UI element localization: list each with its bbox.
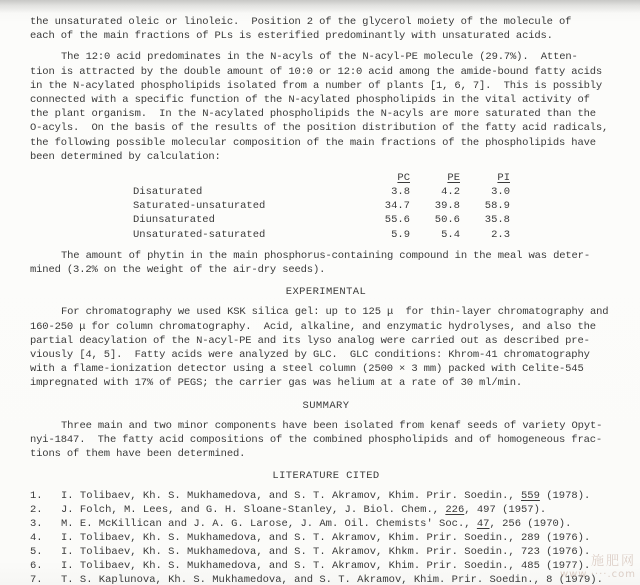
reference-text: J. Folch, M. Lees, and G. H. Sloane-Stanley, J. Biol. Chem., 226, 497 (1957). (61, 504, 547, 517)
text-line: viously [4, 5]. Fatty acids were analyzed by GLC. GLC conditions: Khrom-41 chromatography (30, 348, 590, 361)
references-list (30, 489, 622, 585)
watermark-text: 施肥网 (590, 554, 636, 569)
table-cell: 2.3 (491, 228, 510, 241)
table-cell: 39.8 (434, 200, 460, 213)
table-row-label: Saturated-unsaturated (133, 200, 266, 213)
text-line: Three main and two minor components have been isolated from kenaf seeds of variety Opyt- (61, 419, 603, 432)
reference-item (30, 503, 622, 517)
reference-item (30, 545, 622, 559)
reference-number: 2. (30, 504, 43, 517)
reference-item (30, 573, 622, 585)
text-line: The 12:0 acid predominates in the N-acyls of the N-acyl-PE molecule (29.7%). Atten- (61, 51, 578, 64)
text-line: each of the main fractions of PLs is esterified predominantly with unsaturated acids. (30, 30, 553, 43)
table-row (133, 213, 622, 227)
reference-item (30, 531, 622, 545)
text-line: in the N-acylated phospholipids isolated from a number of plants [1, 6, 7]. This is possibly (30, 79, 603, 92)
reference-number: 6. (30, 560, 43, 573)
table-cell: 50.6 (434, 214, 460, 227)
paragraph-chromatography (30, 305, 622, 390)
table-row-label: Disaturated (133, 186, 203, 199)
table-row (133, 199, 622, 213)
table-cell: 34.7 (384, 200, 410, 213)
reference-text: M. E. McKillican and J. A. G. Larose, J. Am. Oil. Chemists' Soc., 47, 256 (1970). (61, 518, 572, 531)
text-line: nyi-1847. The fatty acid compositions of the combined phospholipids and of homogeneous frac- (30, 433, 603, 446)
text-line: 160-250 μ for column chromatography. Acid, alkaline, and enzymatic hydrolyses, and also the (30, 320, 596, 333)
watermark-url: www.····.com (559, 569, 636, 580)
table-header-row (133, 171, 622, 185)
phospholipid-composition-table (133, 171, 622, 242)
text-line: partial deacylation of the N-acyl-PE and its lyso analog were carried out as described pre- (30, 334, 590, 347)
table-cell: 35.8 (484, 214, 510, 227)
reference-number: 1. (30, 490, 43, 503)
table-column-header: PE (447, 171, 460, 184)
reference-item (30, 517, 622, 531)
reference-number: 4. (30, 532, 43, 545)
paragraph-summary (30, 419, 622, 462)
text-line: mined (3.2% on the weight of the air-dry seeds). (30, 264, 326, 276)
text-line: the unsaturated oleic or linoleic. Position 2 of the glycerol moiety of the molecule of (30, 16, 572, 28)
table-cell: 4.2 (441, 186, 460, 199)
heading-literature-cited: LITERATURE CITED (272, 470, 380, 483)
text-line: the plant organism. In the N-acylated phospholipids the N-acyls are more saturated than the (30, 108, 596, 121)
text-line: been determined by calculation: (30, 150, 221, 163)
table-column-header: PI (497, 171, 510, 184)
table-cell: 5.9 (391, 228, 410, 241)
reference-number: 5. (30, 546, 43, 559)
text-line: tion is attracted by the double amount of 10:0 or 12:0 acid among the amide-bound fatty acids (30, 65, 603, 78)
reference-item (30, 489, 622, 503)
reference-text: I. Tolibaev, Kh. S. Mukhamedova, and S. T. Akramov, Khim. Prir. Soedin., 485 (1977). (61, 560, 591, 573)
table-cell: 3.8 (391, 186, 410, 199)
reference-item (30, 559, 622, 573)
text-line: with a flame-ionization detector using a steel column (2500 × 3 mm) packed with Celite-545 (30, 363, 584, 376)
table-column-header: PC (397, 171, 410, 184)
text-line: The amount of phytin in the main phosphorus-containing compound in the meal was deter- (61, 249, 590, 262)
table-cell: 5.4 (441, 228, 460, 241)
table-row-label: Diunsaturated (133, 214, 215, 227)
reference-number: 3. (30, 518, 43, 531)
heading-summary: SUMMARY (302, 399, 350, 412)
reference-text: I. Tolibaev, Kh. S. Mukhamedova, and S. T. Akramov, Khim. Prir. Soedin., 289 (1976). (61, 532, 591, 545)
document-content (30, 15, 622, 585)
table-row-label: Unsaturated-saturated (133, 228, 266, 241)
text-line: For chromatography we used KSK silica gel: up to 125 μ for thin-layer chromatography and (61, 306, 609, 319)
reference-text: I. Tolibaev, Kh. S. Mukhamedova, and S. T. Akramov, Khim. Prir. Soedin., 559 (1978). (61, 490, 591, 503)
table-row (133, 228, 622, 242)
reference-number: 7. (30, 574, 43, 585)
table-cell: 58.9 (484, 200, 510, 213)
reference-text: I. Tolibaev, Kh. S. Mukhamedova, and S. T. Akramov, Khkm. Prir. Soedin., 723 (1976). (61, 546, 591, 559)
scan-edge-shadow (0, 0, 640, 13)
table-cell: 3.0 (491, 186, 510, 199)
text-line: tions of them have been determined. (30, 448, 246, 461)
text-line: O-acyls. On the basis of the results of the position distribution of the fatty acid radicals, (30, 122, 609, 135)
text-line: the following possible molecular composition of the main fractions of the phospholipids have (30, 136, 596, 149)
text-line: connected with a specific function of the N-acylated phospholipids in the vital activity of (30, 93, 590, 106)
table-row (133, 185, 622, 199)
heading-experimental: EXPERIMENTAL (285, 286, 367, 299)
table-cell: 55.6 (384, 214, 410, 227)
paragraph-n-acyl-composition (30, 50, 622, 164)
reference-text: T. S. Kaplunova, Kh. S. Mukhamedova, and S. T. Akramov, Khim. Prir. Soedin., 8 (1979). (61, 574, 603, 585)
text-line: impregnated with 17% of PEGS; the carrier gas was helium at a rate of 30 ml/min. (30, 377, 523, 390)
paragraph-oleic-linoleic (30, 15, 622, 43)
paragraph-phytin (30, 249, 622, 277)
